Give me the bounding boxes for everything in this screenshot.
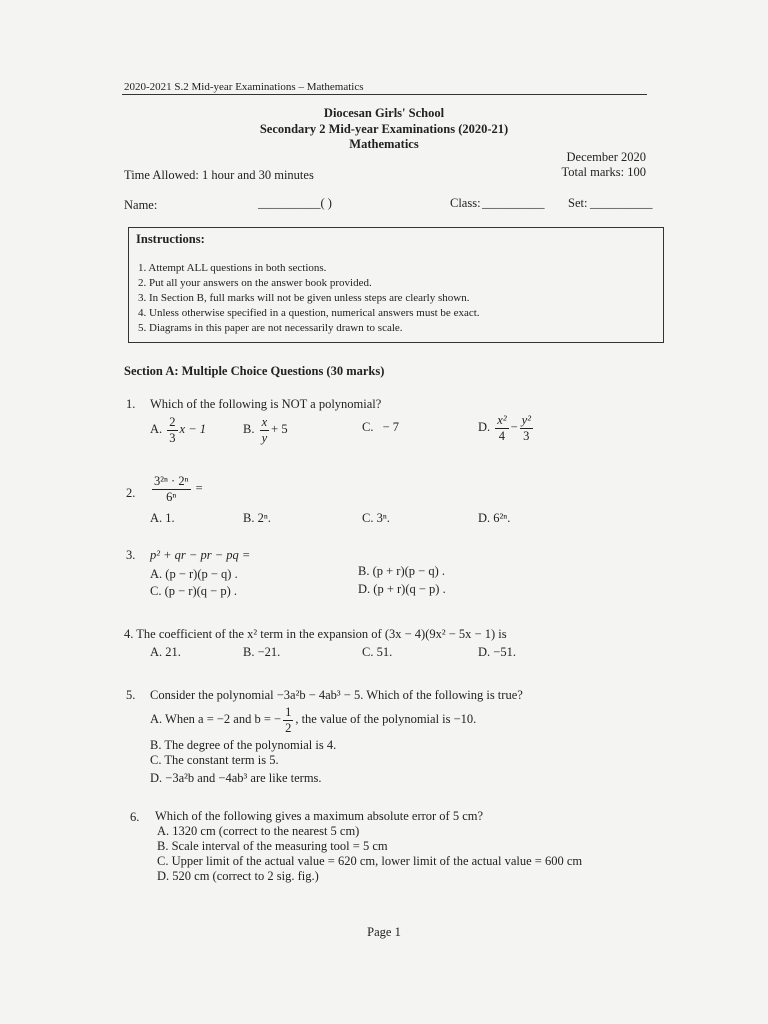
- header-rule: [122, 94, 647, 95]
- fraction: $\frac{2}{3}$: [169, 415, 176, 445]
- q5-option-a: A. When a = −2 and b = − $\frac{1}{2}$ , the value of the polynomial is −10.: [150, 705, 477, 735]
- name-blank: __________( ): [258, 196, 332, 210]
- q1-option-b: B. $\frac{x}{y}$ + 5: [243, 415, 288, 445]
- instructions-title: Instructions:: [136, 232, 205, 246]
- q1-option-a: A. $\frac{2}{3}$ x − 1: [150, 415, 207, 445]
- q4-option-d: D. −51.: [478, 645, 516, 659]
- fraction: $\frac{\text{x²}}{4}$: [497, 413, 507, 443]
- section-a-title: Section A: Multiple Choice Questions (30 marks): [124, 364, 385, 378]
- q1-number: 1.: [126, 397, 136, 411]
- fraction: $\frac{1}{2}$: [285, 705, 292, 735]
- set-blank: __________: [590, 196, 653, 210]
- fraction: $\frac{\text{3²ⁿ · 2ⁿ}}{\text{6ⁿ}}$: [154, 474, 189, 504]
- instruction-item: 3. In Section B, full marks will not be given unless steps are clearly shown.: [138, 292, 470, 304]
- exam-date: December 2020: [566, 150, 646, 164]
- q6-option-b: B. Scale interval of the measuring tool = 5 cm: [157, 839, 388, 853]
- class-label: Class:: [450, 196, 481, 210]
- q5-option-c: C. The constant term is 5.: [150, 753, 279, 767]
- q5-option-d: D. −3a²b and −4ab³ are like terms.: [150, 771, 322, 785]
- q2-option-d: D. 6²ⁿ.: [478, 511, 511, 525]
- q2-option-c: C. 3ⁿ.: [362, 511, 390, 525]
- name-label: Name:: [124, 198, 158, 212]
- q3-text: p² + qr − pr − pq =: [150, 548, 251, 562]
- q2-number: 2.: [126, 486, 136, 500]
- q6-option-d: D. 520 cm (correct to 2 sig. fig.): [157, 869, 319, 883]
- q3-option-a: A. (p − r)(p − q) .: [150, 567, 238, 581]
- fraction: $\frac{\text{y²}}{3}$: [521, 413, 531, 443]
- q4-option-c: C. 51.: [362, 645, 393, 659]
- q6-option-c: C. Upper limit of the actual value = 620 cm, lower limit of the actual value = 600 cm: [157, 854, 583, 868]
- running-title: 2020-2021 S.2 Mid-year Examinations – Mathematics: [124, 81, 364, 93]
- q3-option-b: B. (p + r)(p − q) .: [358, 564, 445, 578]
- q1-option-c: C. − 7: [362, 420, 400, 434]
- total-marks: Total marks: 100: [561, 165, 646, 179]
- q6-number: 6.: [130, 810, 140, 824]
- class-blank: __________: [482, 196, 545, 210]
- instruction-item: 5. Diagrams in this paper are not necessarily drawn to scale.: [138, 322, 403, 334]
- school-name: Diocesan Girls' School: [323, 106, 445, 120]
- q3-option-d: D. (p + r)(q − p) .: [358, 582, 446, 596]
- page-number: Page 1: [367, 925, 401, 939]
- q5-text: Consider the polynomial −3a²b − 4ab³ − 5. Which of the following is true?: [150, 688, 523, 702]
- q4-option-b: B. −21.: [243, 645, 281, 659]
- q2-expression: $\frac{\text{3²ⁿ · 2ⁿ}}{\text{6ⁿ}}$ =: [154, 474, 203, 504]
- instruction-item: 2. Put all your answers on the answer book provided.: [138, 277, 372, 289]
- q3-number: 3.: [126, 548, 136, 562]
- instruction-item: 1. Attempt ALL questions in both sections.: [138, 262, 327, 274]
- fraction: $\frac{x}{y}$: [261, 415, 268, 445]
- q6-option-a: A. 1320 cm (correct to the nearest 5 cm): [157, 824, 360, 838]
- instruction-item: 4. Unless otherwise specified in a question, numerical answers must be exact.: [138, 307, 480, 319]
- q1-text: Which of the following is NOT a polynomial?: [150, 397, 382, 411]
- q4-option-a: A. 21.: [150, 645, 181, 659]
- q5-option-b: B. The degree of the polynomial is 4.: [150, 738, 337, 752]
- exam-title: Secondary 2 Mid-year Examinations (2020-21): [259, 122, 509, 136]
- q5-number: 5.: [126, 688, 136, 702]
- q6-text: Which of the following gives a maximum absolute error of 5 cm?: [155, 809, 484, 823]
- q2-option-a: A. 1.: [150, 511, 175, 525]
- subject-title: Mathematics: [349, 137, 419, 151]
- q2-option-b: B. 2ⁿ.: [243, 511, 271, 525]
- q4-text: 4. The coefficient of the x² term in the expansion of (3x − 4)(9x² − 5x − 1) is: [124, 627, 507, 641]
- q1-option-d: D. $\frac{\text{x²}}{4}$ − $\frac{\text{y²}}{3}$: [478, 413, 531, 443]
- time-allowed: Time Allowed: 1 hour and 30 minutes: [124, 168, 314, 182]
- set-label: Set:: [568, 196, 588, 210]
- q3-option-c: C. (p − r)(q − p) .: [150, 584, 237, 598]
